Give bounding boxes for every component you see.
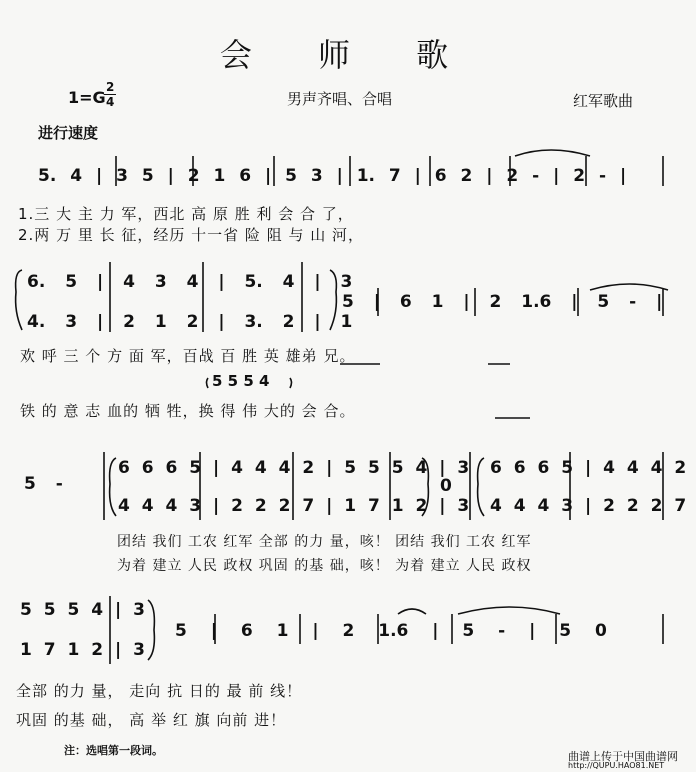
system1-notes: 5. 4 | 3 5 | 2 1 6 | 5 3 | 1. 7 | 6 2 | 2 - | 2 - | <box>38 166 627 186</box>
system3-lead: 5 - <box>24 474 63 494</box>
system3-upper-voice: 6 6 6 5 | 4 4 4 2 | 5 5 5 4 | 3 <box>118 458 470 478</box>
system2-lyric-verse1: 欢 呼 三 个 方 面 军，百战 百 胜 英 雄弟 兄。 <box>20 347 356 365</box>
system2-grace-notes: 5 5 5 4 <box>212 372 270 390</box>
tempo-marking: 进行速度 <box>38 124 99 142</box>
key-signature: 1=G <box>68 88 106 107</box>
song-source: 红军歌曲 <box>573 92 634 110</box>
system3-lower-voice-2: 4 4 4 3 | 2 2 2 7 <box>490 496 687 516</box>
watermark-site-name: 曲谱上传于中国曲谱网 <box>568 750 678 763</box>
system3-upper-voice-2: 6 6 6 5 | 4 4 4 2 <box>490 458 687 478</box>
system3-lyric-verse2: 为着 建立 人民 政权 巩固 的基 础，咳！ 为着 建立 人民 政权 <box>117 558 532 574</box>
system4-lower-voice: 1 7 1 2 | 3 <box>20 640 145 660</box>
system4-lyric-verse2: 巩固 的基 础， 高 举 红 旗 向前 进！ <box>16 711 287 729</box>
system2-upper-voice: 6. 5 | 4 3 4 | 5. 4 | 3 <box>27 272 353 292</box>
watermark-url: http://QUPU.HAO81.NET <box>568 761 665 770</box>
system3-rest: 0 <box>440 476 452 496</box>
system2-lyric-verse2: 铁 的 意 志 血的 牺 牲，换 得 伟 大的 会 合。 <box>20 402 356 420</box>
performance-type: 男声齐唱、合唱 <box>287 90 393 108</box>
system2-unison-tail: 5 | 6 1 | 2 1.6 | 5 - | <box>342 292 663 312</box>
footnote: 注：选唱第一段词。 <box>64 744 163 757</box>
time-signature-top: 2 <box>106 80 115 94</box>
song-title: 会 师 歌 <box>219 36 477 74</box>
system3-lower-voice: 4 4 4 3 | 2 2 2 7 | 1 7 1 2 | 3 <box>118 496 470 516</box>
system3-lyric-verse1: 团结 我们 工农 红军 全部 的力 量，咳！ 团结 我们 工农 红军 <box>117 534 532 550</box>
system4-unison-tail: 5 | 6 1 | 2 1.6 | 5 - | 5 0 <box>175 621 607 641</box>
time-signature-bottom: 4 <box>106 95 115 109</box>
system4-lyric-verse1: 全部 的力 量， 走向 抗 日的 最 前 线！ <box>16 682 303 700</box>
system1-lyric-verse1: 1.三 大 主 力 军，西北 高 原 胜 利 会 合 了， <box>18 205 354 223</box>
system2-lower-voice: 4. 3 | 2 1 2 | 3. 2 | 1 <box>27 312 353 332</box>
system4-upper-voice: 5 5 5 4 | 3 <box>20 600 145 620</box>
system1-lyric-verse2: 2.两 万 里 长 征，经历 十一省 险 阻 与 山 河， <box>18 226 364 244</box>
